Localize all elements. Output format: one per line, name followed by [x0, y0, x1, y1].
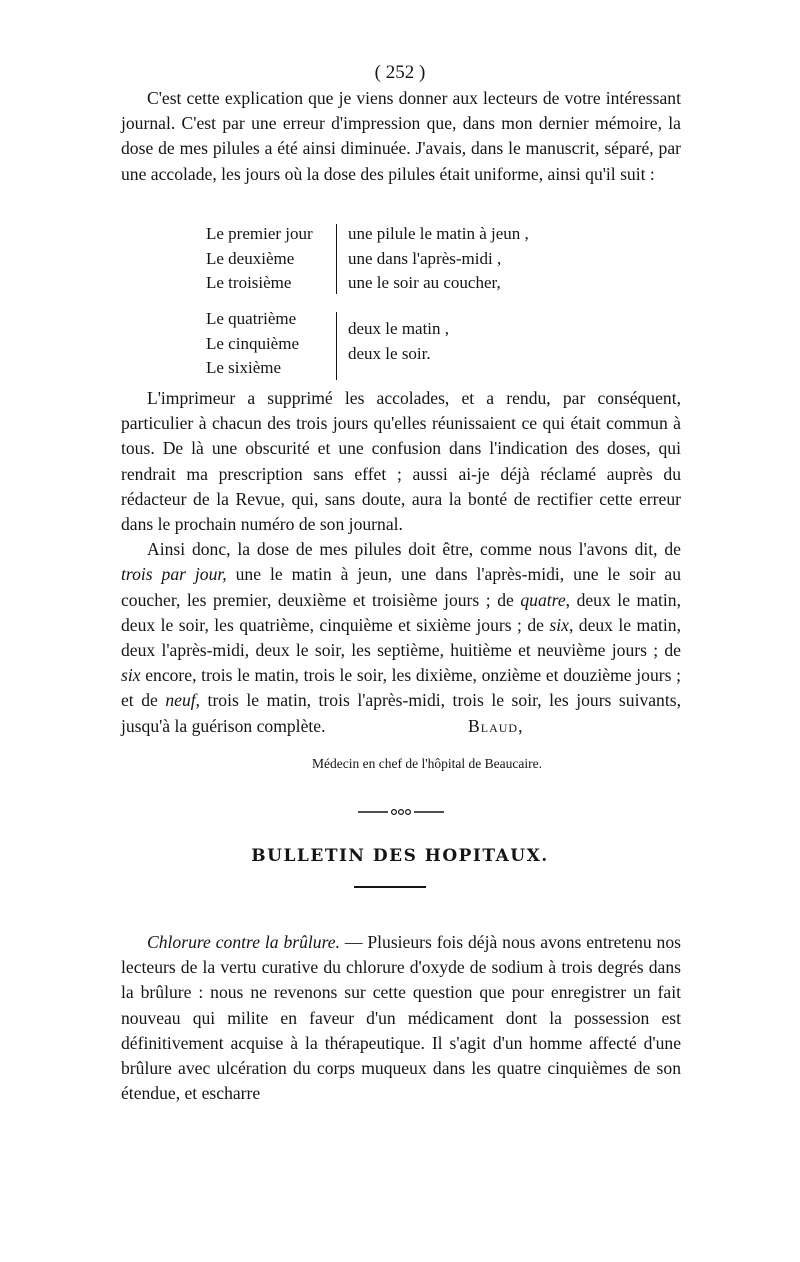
bulletin-paragraph — [121, 930, 681, 1106]
schedule-doses-group-2 — [348, 317, 449, 366]
paragraph-text: L'imprimeur a supprimé les accolades, et a rendu, par conséquent, particulier à chacun des trois jours qu'elles réunissaient ce qui était commun à tous. De là une obscurité et une confusion dans l'indication des doses, qui rendrait ma prescription sans effet ; aussi ai-je déjà réclamé auprès du rédacteur de la Revue, qui, sans doute, aura la bonté de rectifier cette erreur dans le prochain numéro de son journal. — [121, 388, 681, 535]
brace-2 — [336, 312, 343, 380]
paragraph-text — [121, 930, 681, 1106]
schedule-dose: une le soir au coucher, — [348, 273, 501, 292]
schedule-day: Le troisième — [206, 273, 292, 292]
article-paragraph-intro — [121, 86, 681, 187]
schedule-day: Le sixième — [206, 358, 282, 377]
signature-title: Médecin en chef de l'hôpital de Beaucaire. — [312, 756, 542, 771]
section-rule — [354, 886, 426, 888]
italic-run: trois par jour, — [121, 564, 227, 585]
section-title: BULLETIN DES HOPITAUX. — [251, 846, 549, 866]
bulletin-heading: Chlorure contre la brûlure. — [147, 932, 340, 952]
text-run: une le matin à jeun, une dans l'après-midi, une le soir au coucher, les premier, deuxième et troisième jours ; de — [121, 564, 681, 610]
paragraph-dosage — [121, 537, 681, 739]
schedule-day: Le quatrième — [206, 309, 297, 328]
italic-run: six — [121, 665, 141, 686]
text-run: — Plusieurs fois déjà nous avons entretenu nos lecteurs de la vertu curative du chlorure d'oxyde de sodium à trois degrés dans la brûlure : nous ne revenons sur cette question que pour enregistrer un fait nouveau qui milite en faveur d'un médicament dont la possession est définitivement acquise à la thérapeutique. Il s'agit d'un homme affecté d'une brûlure avec ulcération du corps muqueux dans les quatre cinquièmes de son étendue, et escharre — [121, 932, 681, 1104]
schedule-dose: une pilule le matin à jeun , — [348, 224, 529, 243]
schedule-day: Le cinquième — [206, 333, 299, 353]
page-number: ( 252 ) — [374, 62, 426, 83]
italic-run: six — [549, 614, 569, 635]
text-run: , deux le matin, deux l'après-midi, deux le soir, les septième, huitième et neuvième jours ; de — [121, 614, 681, 661]
text-run: encore, trois le matin, trois le soir, les dixième, onzième et douzième jours ; et de — [121, 665, 681, 711]
text-run: , trois le matin, trois l'après-midi, trois le soir, les jours suivants, jusqu'à la guérison complète. — [121, 690, 681, 736]
schedule-days-group-2 — [206, 307, 299, 381]
article-body — [121, 386, 681, 739]
schedule-day: Le deuxième — [206, 248, 295, 268]
schedule-dose: une dans l'après-midi , — [348, 248, 502, 268]
text-run: , deux le matin, deux le soir, les quatrième, cinquième et sixième jours ; de — [121, 589, 681, 635]
schedule-days-group-1 — [206, 222, 313, 296]
ornament-divider — [358, 808, 444, 816]
schedule-dose: deux le soir. — [348, 343, 431, 363]
schedule-dose: deux le matin , — [348, 319, 450, 338]
text-run: Ainsi donc, la dose de mes pilules doit être, comme nous l'avons dit, de — [147, 539, 681, 560]
schedule-doses-group-1 — [348, 222, 529, 296]
italic-run: neuf — [165, 690, 196, 711]
paragraph-text: C'est cette explication que je viens donner aux lecteurs de votre intéressant journal. C'est par une erreur d'impression que, dans mon dernier mémoire, la dose de mes pilules a été ainsi diminuée. J'avais, dans le manuscrit, séparé, par une accolade, les jours où la dose des pilules était uniforme, ainsi qu'il suit : — [121, 88, 681, 184]
schedule-day: Le premier jour — [206, 224, 313, 243]
signature: Blaud, — [468, 715, 524, 736]
brace-1 — [336, 224, 343, 294]
italic-run: quatre — [520, 589, 566, 610]
